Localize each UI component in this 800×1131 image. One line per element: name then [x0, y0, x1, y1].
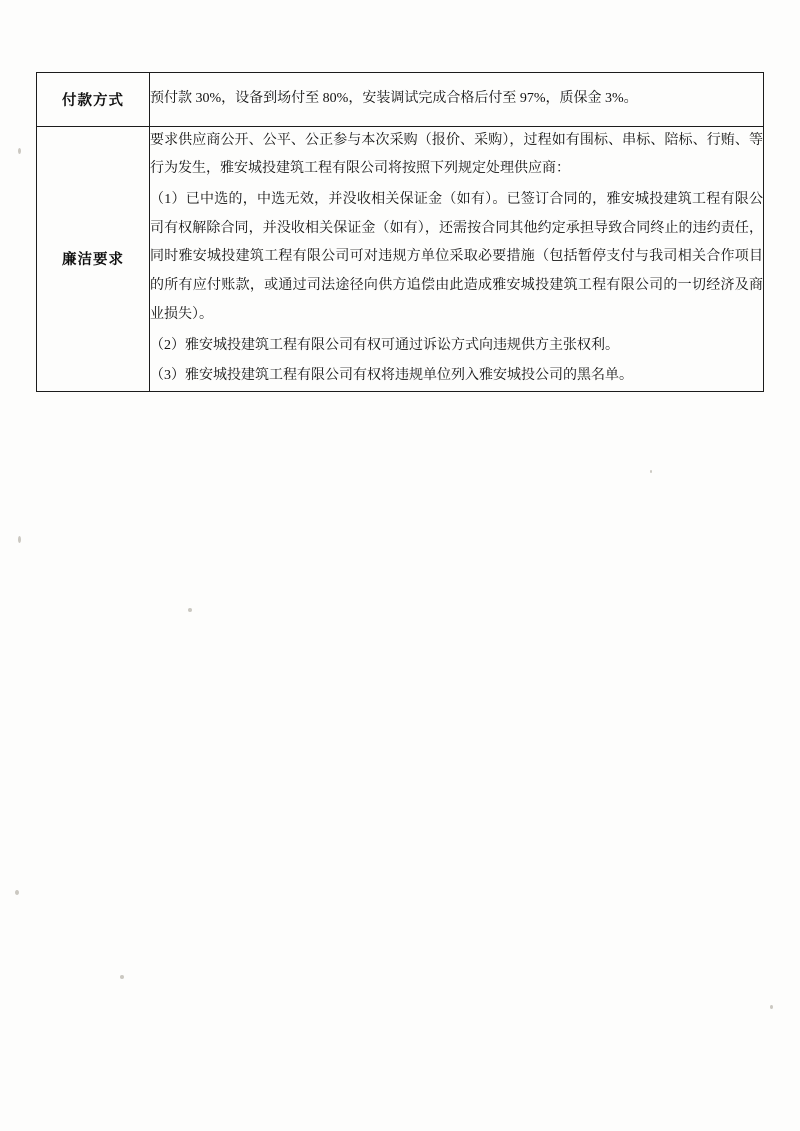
scan-speck [18, 148, 21, 154]
scan-speck [770, 1005, 773, 1009]
row-label-integrity-requirements: 廉洁要求 [37, 126, 150, 391]
scan-speck [120, 975, 124, 979]
table-row-payment-method [37, 73, 764, 127]
row-content-payment-method [150, 73, 764, 127]
scan-speck [188, 608, 192, 612]
payment-method-paragraph: 预付款 30%，设备到场付至 80%，安装调试完成合格后付至 97%，质保金 3%。 [150, 91, 638, 106]
integrity-paragraph-item-2: （2）雅安城投建筑工程有限公司有权可通过诉讼方式向违规供方主张权利。 [150, 337, 619, 353]
scan-speck [18, 536, 21, 543]
row-content-integrity-requirements [150, 126, 764, 391]
scan-speck [15, 890, 19, 895]
integrity-paragraph-item-3: （3）雅安城投建筑工程有限公司有权将违规单位列入雅安城投公司的黑名单。 [150, 368, 633, 384]
row-label-payment-method: 付款方式 [37, 73, 150, 127]
integrity-paragraph-intro: 要求供应商公开、公平、公正参与本次采购（报价、采购），过程如有围标、串标、陪标、行贿、等行为发生，雅安城投建筑工程有限公司将按照下列规定处理供应商： [150, 132, 763, 177]
integrity-paragraph-item-1: （1）已中选的，中选无效，并没收相关保证金（如有）。已签订合同的，雅安城投建筑工程有限公司有权解除合同，并没收相关保证金（如有），还需按合同其他约定承担导致合同终止的违约责任，同时雅安城投建筑工程有限公司可对违规方单位采取必要措施（包括暂停支付与我司相关合作项目的所有应付账款，或通过司法途径向供方追偿由此造成雅安城投建筑工程有限公司的一切经济及商业损失）。 [150, 192, 763, 322]
scan-speck [650, 470, 652, 473]
requirements-table [36, 72, 764, 392]
table-row-integrity-requirements [37, 126, 764, 391]
